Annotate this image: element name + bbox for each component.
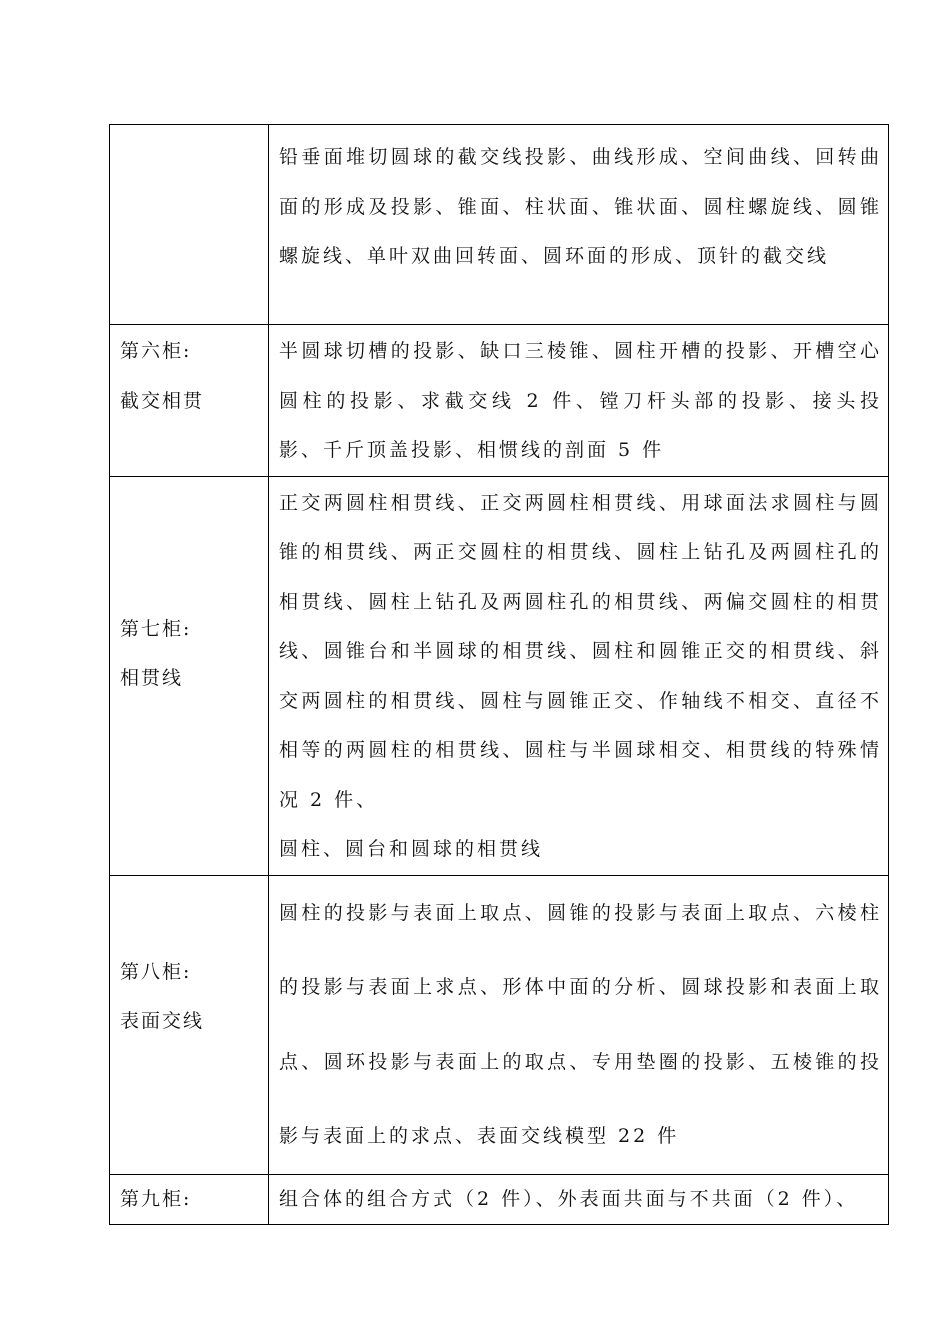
row-label: 第六柜: 截交相贯	[120, 340, 205, 412]
row-label-cell	[110, 125, 269, 325]
row-label-cell	[110, 1174, 269, 1224]
table-row	[110, 875, 889, 1174]
row-content: 圆柱的投影与表面上取点、圆锥的投影与表面上取点、六棱柱的投影与表面上求点、形体中面的分析、圆球投影和表面上取点、圆环投影与表面上的取点、专用垫圈的投影、五棱锥的投影与表面上的求点、表面交线模型 22 件	[279, 901, 882, 1147]
row-label: 第七柜: 相贯线	[120, 617, 192, 689]
row-content: 铅垂面堆切圆球的截交线投影、曲线形成、空间曲线、回转曲面的形成及投影、锥面、柱状面、锥状面、圆柱螺旋线、圆锥螺旋线、单叶双曲回转面、圆环面的形成、顶针的截交线	[279, 146, 882, 267]
row-label-cell	[110, 476, 269, 875]
row-content-cell	[269, 1174, 889, 1224]
row-label: 第八柜: 表面交线	[120, 960, 205, 1032]
row-label: 第九柜:	[120, 1187, 192, 1210]
row-content-cell	[269, 875, 889, 1174]
row-content: 半圆球切槽的投影、缺口三棱锥、圆柱开槽的投影、开槽空心圆柱的投影、求截交线 2 件、镗刀杆头部的投影、接头投影、千斤顶盖投影、相惯线的剖面 5 件	[279, 340, 882, 461]
row-label-cell	[110, 325, 269, 477]
row-content-cell	[269, 125, 889, 325]
row-label-cell	[110, 875, 269, 1174]
row-content-cell	[269, 476, 889, 875]
exhibit-table	[109, 124, 889, 1225]
row-content: 正交两圆柱相贯线、正交两圆柱相贯线、用球面法求圆柱与圆锥的相贯线、两正交圆柱的相贯线、圆柱上钻孔及两圆柱孔的相贯线、圆柱上钻孔及两圆柱孔的相贯线、两偏交圆柱的相贯线、圆锥台和半圆球的相贯线、圆柱和圆锥正交的相贯线、斜交两圆柱的相贯线、圆柱与圆锥正交、作轴线不相交、直径不相等的两圆柱的相贯线、圆柱与半圆球相交、相贯线的特殊情况 2 件、 圆柱、圆台和圆球的相贯线	[279, 491, 882, 860]
table-row	[110, 476, 889, 875]
table-row	[110, 325, 889, 477]
table-row	[110, 125, 889, 325]
row-content: 组合体的组合方式（2 件）、外表面共面与不共面（2 件）、	[279, 1187, 859, 1210]
table-row	[110, 1174, 889, 1224]
row-content-cell	[269, 325, 889, 477]
